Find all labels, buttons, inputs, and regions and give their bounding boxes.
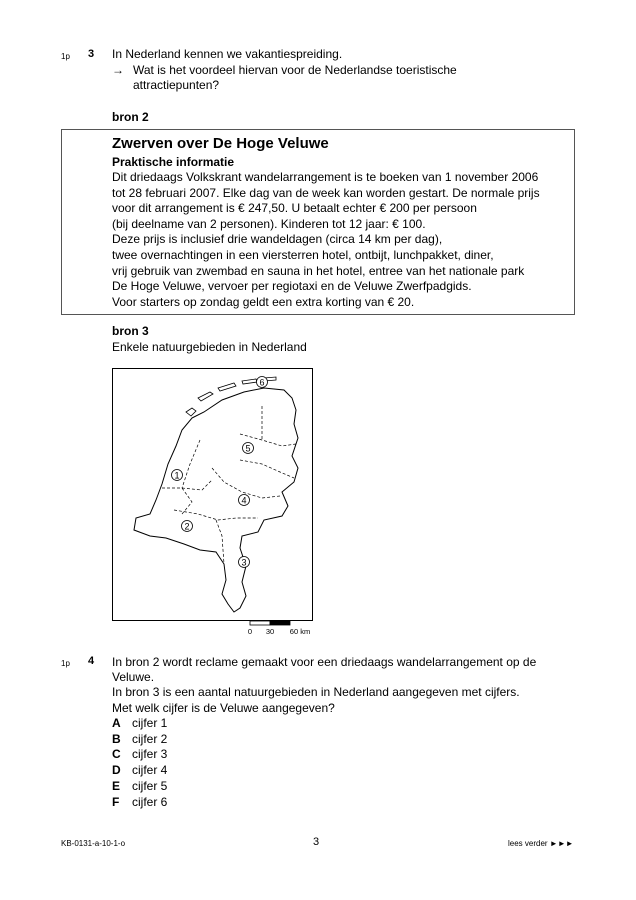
next-page-link[interactable]: lees verder ►►► xyxy=(508,839,574,848)
bron-2-line: tot 28 februari 2007. Elke dag van de week kan worden gestart. De normale prijs xyxy=(112,185,540,200)
question-3-points: 1p xyxy=(61,52,70,61)
answer-option-e[interactable]: E cijfer 5 xyxy=(112,778,168,793)
bron-2-body xyxy=(112,170,540,310)
bron-2-line: vrij gebruik van zwembad en sauna in het hotel, entree van het nationale park xyxy=(112,263,525,278)
map-scale-bar xyxy=(248,621,310,636)
bron-2-line: Deze prijs is inclusief drie wandeldagen (circa 14 km per dag), xyxy=(112,232,443,247)
arrow-icon: → xyxy=(112,63,124,77)
map-marker-6 xyxy=(257,377,268,388)
bron-2-line: Dit driedaags Volkskrant wandelarrangement is te boeken van 1 november 2006 xyxy=(112,170,539,184)
map-marker-2 xyxy=(182,521,193,532)
question-4-line4: Met welk cijfer is de Veluwe aangegeven? xyxy=(112,701,335,715)
bron-2-subtitle: Praktische informatie xyxy=(112,155,235,169)
answer-option-d[interactable]: D cijfer 4 xyxy=(112,763,168,778)
map-marker-4 xyxy=(239,495,250,506)
netherlands-map xyxy=(112,368,316,638)
bron-2-line: twee overnachtingen in een viersterren hotel, ontbijt, lunchpakket, diner, xyxy=(112,247,494,262)
bron-2-title: Zwerven over De Hoge Veluwe xyxy=(112,135,329,152)
map-marker-5 xyxy=(243,443,254,454)
svg-text:2: 2 xyxy=(184,521,190,532)
answer-options xyxy=(112,716,167,810)
svg-text:6: 6 xyxy=(259,377,265,388)
question-4-points: 1p xyxy=(61,659,70,668)
answer-option-b[interactable]: B cijfer 2 xyxy=(112,731,168,746)
answer-option-a[interactable]: A cijfer 1 xyxy=(112,716,168,730)
answer-option-f[interactable]: F cijfer 6 xyxy=(112,794,168,809)
svg-text:3: 3 xyxy=(241,557,247,568)
question-4-line3: In bron 3 is een aantal natuurgebieden in Nederland aangegeven met cijfers. xyxy=(112,685,520,699)
bron-2-line: De Hoge Veluwe, vervoer per regiotaxi en de Veluwe Zwerfpadgids. xyxy=(112,279,472,294)
svg-text:1: 1 xyxy=(174,470,180,481)
question-3-text: In Nederland kennen we vakantiespreiding. xyxy=(112,47,343,61)
page-number: 3 xyxy=(313,836,320,848)
bron-2-line: voor dit arrangement is € 247,50. U betaalt echter € 200 per persoon xyxy=(112,201,477,216)
bron-2-line: (bij deelname van 2 personen). Kinderen tot 12 jaar: € 100. xyxy=(112,216,426,231)
svg-text:5: 5 xyxy=(245,443,251,454)
svg-text:60 km: 60 km xyxy=(289,627,311,636)
bron-2-line: Voor starters op zondag geldt een extra korting van € 20. xyxy=(112,294,415,309)
question-3-number: 3 xyxy=(88,48,95,60)
question-4-line1: In bron 2 wordt reclame gemaakt voor een driedaags wandelarrangement op de xyxy=(112,655,537,669)
map-marker-1 xyxy=(172,470,183,481)
answer-option-c[interactable]: C cijfer 3 xyxy=(112,747,168,762)
map-marker-3 xyxy=(239,557,250,568)
svg-text:30: 30 xyxy=(265,627,275,636)
svg-text:4: 4 xyxy=(241,495,247,506)
question-4-number: 4 xyxy=(88,655,95,667)
bron-3-label: bron 3 xyxy=(112,324,149,338)
question-3-task-line1: Wat is het voordeel hiervan voor de Nederlandse toeristische xyxy=(133,63,457,77)
question-4-line2: Veluwe. xyxy=(112,670,155,684)
bron-2-label: bron 2 xyxy=(112,110,149,124)
question-3-task-line2: attractiepunten? xyxy=(133,78,220,92)
footer-code: KB-0131-a-10-1-o xyxy=(61,839,126,848)
svg-text:0: 0 xyxy=(247,627,253,636)
bron-3-caption: Enkele natuurgebieden in Nederland xyxy=(112,340,307,354)
bron-2-box xyxy=(61,129,575,315)
